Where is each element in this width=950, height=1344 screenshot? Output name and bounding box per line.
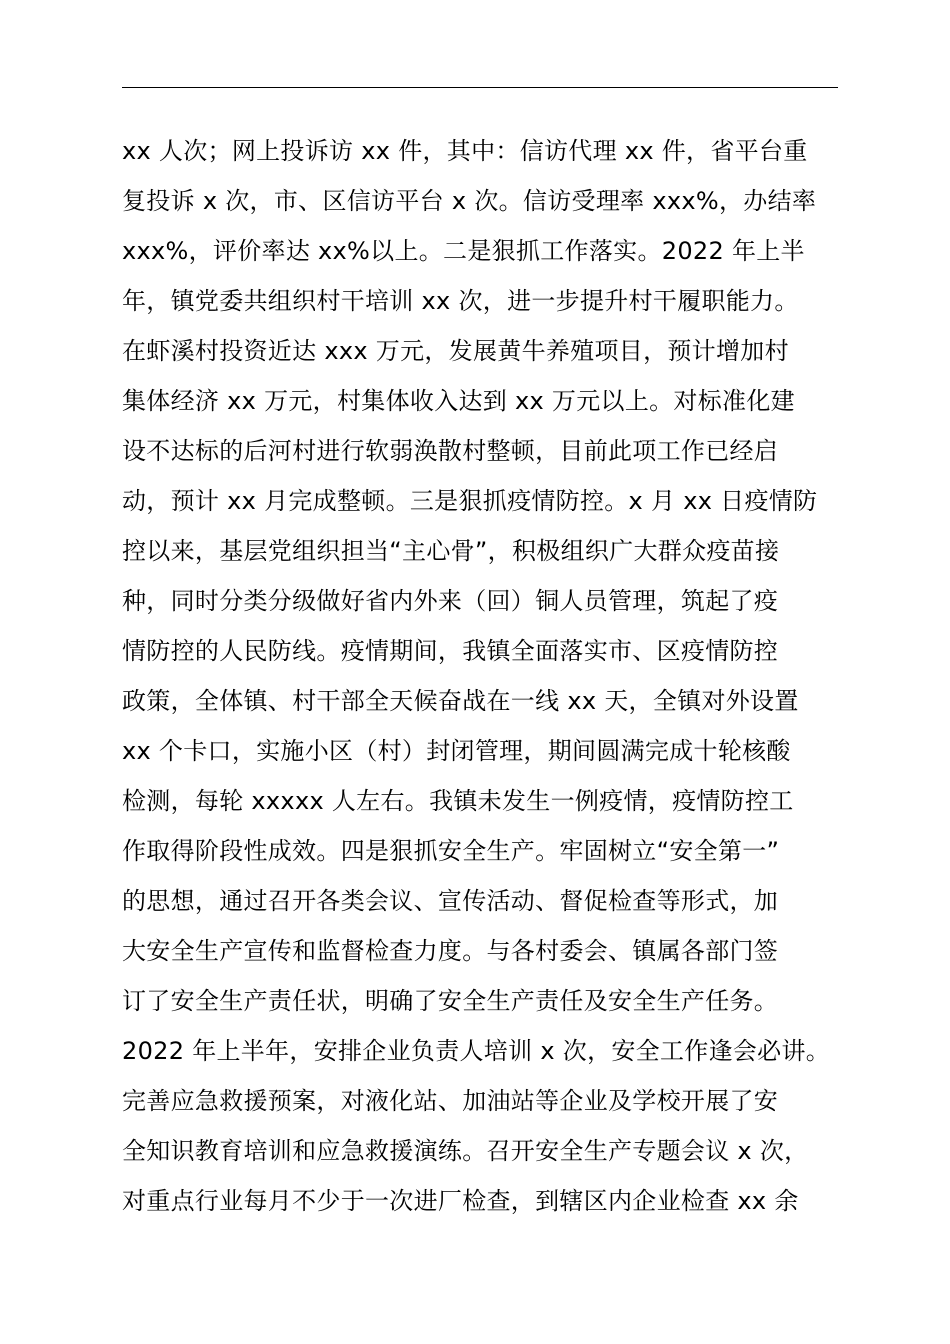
text-line: 完善应急救援预案，对液化站、加油站等企业及学校开展了安 <box>122 1087 779 1115</box>
text-line: xx 个卡口，实施小区（村）封闭管理，期间圆满完成十轮核酸 <box>122 737 791 765</box>
text-line: 的思想，通过召开各类会议、宣传活动、督促检查等形式，加 <box>122 887 779 915</box>
text-line: 情防控的人民防线。疫情期间，我镇全面落实市、区疫情防控 <box>122 637 779 665</box>
text-line: 种，同时分类分级做好省内外来（回）铜人员管理，筑起了疫 <box>122 587 779 615</box>
text-line: 订了安全生产责任状，明确了安全生产责任及安全生产任务。 <box>122 987 779 1015</box>
text-line: 复投诉 x 次，市、区信访平台 x 次。信访受理率 xxx%，办结率 <box>122 187 817 215</box>
text-line: 集体经济 xx 万元，村集体收入达到 xx 万元以上。对标准化建 <box>122 387 795 415</box>
text-line: 设不达标的后河村进行软弱涣散村整顿，目前此项工作已经启 <box>122 437 779 465</box>
text-line: 检测，每轮 xxxxx 人左右。我镇未发生一例疫情，疫情防控工 <box>122 787 794 815</box>
text-line: 对重点行业每月不少于一次进厂检查，到辖区内企业检查 xx 余 <box>122 1187 799 1215</box>
text-line: 年，镇党委共组织村干培训 xx 次，进一步提升村干履职能力。 <box>122 287 799 315</box>
text-line: 在虾溪村投资近达 xxx 万元，发展黄牛养殖项目，预计增加村 <box>122 337 789 365</box>
text-line: 2022 年上半年，安排企业负责人培训 x 次，安全工作逢会必讲。 <box>122 1037 831 1065</box>
text-line: 动，预计 xx 月完成整顿。三是狠抓疫情防控。x 月 xx 日疫情防 <box>122 487 818 515</box>
header-rule <box>122 87 838 88</box>
text-line: xx 人次；网上投诉访 xx 件，其中：信访代理 xx 件，省平台重 <box>122 137 808 165</box>
text-line: 政策，全体镇、村干部全天候奋战在一线 xx 天，全镇对外设置 <box>122 687 799 715</box>
text-line: 全知识教育培训和应急救援演练。召开安全生产专题会议 x 次， <box>122 1137 809 1165</box>
text-line: xxx%，评价率达 xx%以上。二是狠抓工作落实。2022 年上半 <box>122 237 805 265</box>
text-line: 作取得阶段性成效。四是狠抓安全生产。牢固树立“安全第一” <box>122 837 780 865</box>
text-line: 大安全生产宣传和监督检查力度。与各村委会、镇属各部门签 <box>122 937 779 965</box>
text-line: 控以来，基层党组织担当“主心骨”，积极组织广大群众疫苗接 <box>122 537 780 565</box>
